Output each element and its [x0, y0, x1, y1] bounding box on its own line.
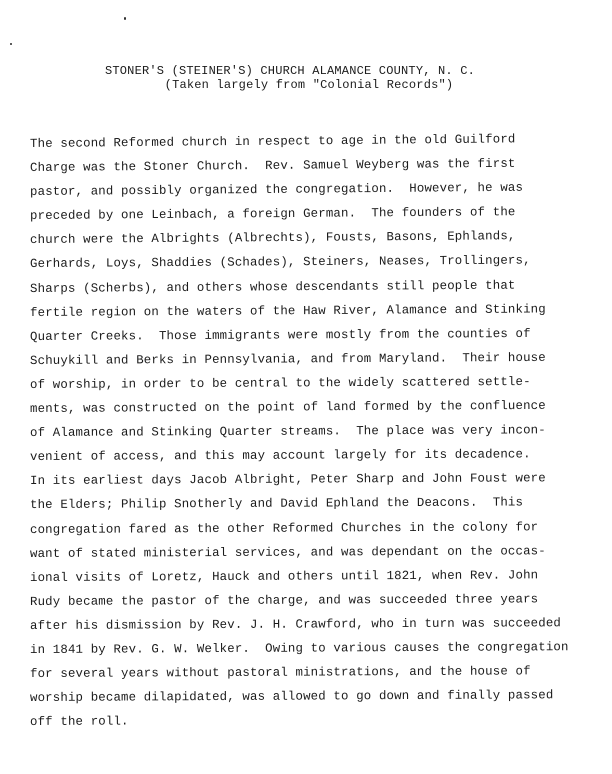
- body-line: Sharps (Scherbs), and others whose descendants still people that: [29, 278, 516, 296]
- body-line: Gerhards, Loys, Shaddies (Schades), Steiners, Neases, Trollingers,: [29, 253, 531, 272]
- document-heading: [40, 64, 540, 92]
- body-line: Charge was the Stoner Church. Rev. Samuel Weyberg was the first: [29, 156, 516, 176]
- body-line: of worship, in order to be central to the widely scattered settle-: [29, 374, 531, 392]
- document-subtitle: (Taken largely from "Colonial Records"): [164, 78, 454, 92]
- body-line: Quarter Creeks. Those immigrants were mostly from the counties of: [29, 326, 531, 344]
- body-line: fertile region on the waters of the Haw River, Alamance and Stinking: [29, 302, 546, 320]
- body-line: congregation fared as the other Reformed Churches in the colony for: [29, 519, 539, 537]
- body-line: want of stated ministerial services, and was dependant on the occas-: [29, 543, 546, 561]
- body-line: pastor, and possibly organized the congregation. However, he was: [29, 180, 524, 200]
- body-line: Rudy became the pastor of the charge, and was succeeded three years: [29, 592, 539, 609]
- body-line: The second Reformed church in respect to age in the old Guilford: [29, 132, 516, 151]
- document-body: [30, 132, 590, 734]
- body-line: of Alamance and Stinking Quarter streams. The place was very incon-: [29, 423, 546, 441]
- scan-speck: [10, 43, 12, 45]
- body-line: In its earliest days Jacob Albright, Peter Sharp and John Foust were: [29, 471, 546, 489]
- body-line: church were the Albrights (Albrechts), Fousts, Basons, Ephlands,: [29, 229, 516, 248]
- body-line: ments, was constructed on the point of land formed by the confluence: [29, 398, 546, 417]
- body-line: preceded by one Leinbach, a foreign German. The founders of the: [29, 205, 516, 224]
- body-line: Schuykill and Berks in Pennsylvania, and from Maryland. Their house: [29, 350, 546, 368]
- body-line: after his dismission by Rev. J. H. Crawford, who in turn was succeeded: [29, 616, 562, 633]
- body-line: ional visits of Loretz, Hauck and others until 1821, when Rev. John: [29, 568, 539, 585]
- body-line: in 1841 by Rev. G. W. Welker. Owing to various causes the congregation: [29, 640, 569, 657]
- body-line: worship became dilapidated, was allowed to go down and finally passed: [29, 688, 554, 706]
- document-title: STONER'S (STEINER'S) CHURCH ALAMANCE COUNTY, N. C.: [104, 64, 476, 78]
- body-line: for several years without pastoral ministrations, and the house of: [29, 664, 531, 682]
- body-line: the Elders; Philip Snotherly and David Ephland the Deacons. This: [29, 495, 524, 513]
- body-line: venient of access, and this may account largely for its decadence.: [29, 447, 531, 465]
- body-line: off the roll.: [29, 714, 129, 730]
- scan-speck: [124, 17, 126, 20]
